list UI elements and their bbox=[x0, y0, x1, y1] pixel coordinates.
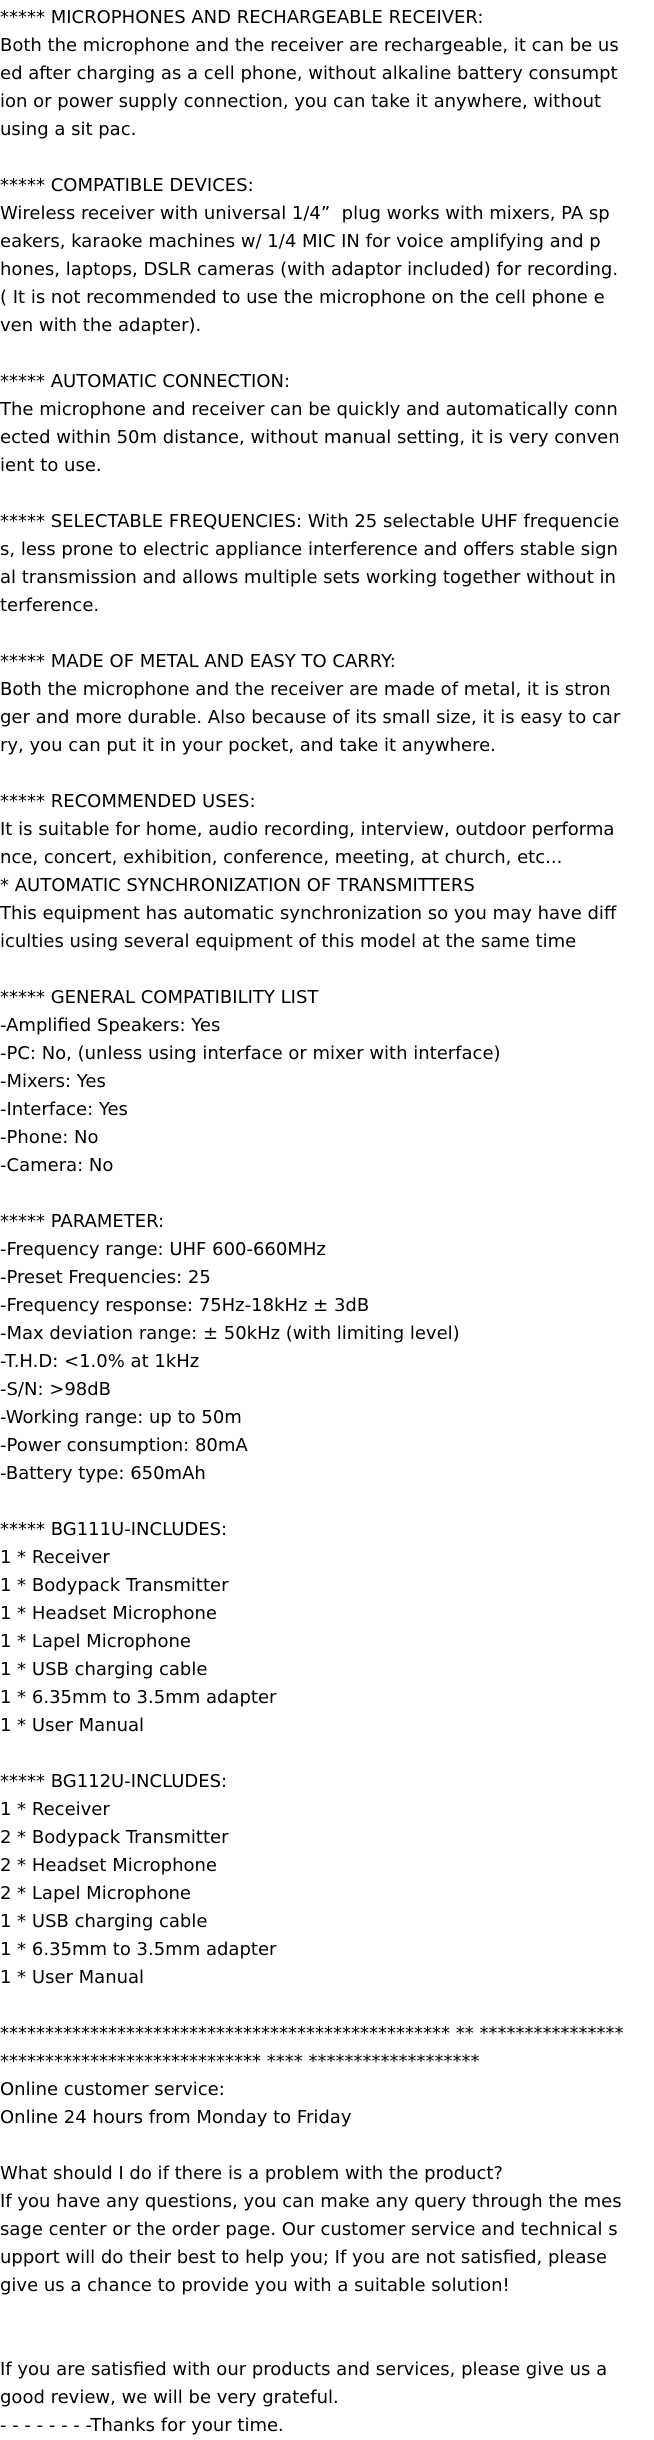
text-line: s, less prone to electric appliance interference and offers stable sign bbox=[0, 539, 618, 560]
text-line: ven with the adapter). bbox=[0, 315, 202, 336]
list-item: -Amplified Speakers: Yes bbox=[0, 1015, 221, 1036]
list-item: 1 * Receiver bbox=[0, 1547, 110, 1568]
text-line: eakers, karaoke machines w/ 1/4 MIC IN for voice amplifying and p bbox=[0, 231, 601, 252]
separator-line: ************************************************** ** **************** bbox=[0, 2023, 624, 2044]
list-item: 1 * USB charging cable bbox=[0, 1911, 208, 1932]
section-heading: ***** BG111U-INCLUDES: bbox=[0, 1519, 228, 1540]
text-line: If you are satisfied with our products and services, please give us a bbox=[0, 2359, 608, 2380]
blank-line bbox=[0, 760, 654, 788]
text-line: al transmission and allows multiple sets working together without in bbox=[0, 567, 616, 588]
list-item: 2 * Headset Microphone bbox=[0, 1855, 217, 1876]
list-item: -Mixers: Yes bbox=[0, 1071, 106, 1092]
section-heading: ***** SELECTABLE FREQUENCIES: With 25 selectable UHF frequencie bbox=[0, 511, 620, 532]
list-item: 1 * Lapel Microphone bbox=[0, 1631, 191, 1652]
list-item: -S/N: >98dB bbox=[0, 1379, 111, 1400]
text-line: Online customer service: bbox=[0, 2079, 225, 2100]
section-heading: ***** BG112U-INCLUDES: bbox=[0, 1771, 228, 1792]
text-line: Both the microphone and the receiver are made of metal, it is stron bbox=[0, 679, 611, 700]
blank-line bbox=[0, 1740, 654, 1768]
blank-line bbox=[0, 2132, 654, 2160]
section-heading: ***** GENERAL COMPATIBILITY LIST bbox=[0, 987, 319, 1008]
list-item: 1 * Receiver bbox=[0, 1799, 110, 1820]
text-line: * AUTOMATIC SYNCHRONIZATION OF TRANSMITTERS bbox=[0, 875, 475, 896]
text-line: upport will do their best to help you; If you are not satisfied, please bbox=[0, 2247, 607, 2268]
text-line: - - - - - - - -Thanks for your time. bbox=[0, 2415, 284, 2436]
blank-line bbox=[0, 1180, 654, 1208]
section-heading: ***** MADE OF METAL AND EASY TO CARRY: bbox=[0, 651, 396, 672]
text-line: Both the microphone and the receiver are rechargeable, it can be us bbox=[0, 35, 619, 56]
text-line: ected within 50m distance, without manual setting, it is very conven bbox=[0, 427, 620, 448]
list-item: -PC: No, (unless using interface or mixer with interface) bbox=[0, 1043, 501, 1064]
list-item: -Working range: up to 50m bbox=[0, 1407, 242, 1428]
blank-line bbox=[0, 1488, 654, 1516]
list-item: -Phone: No bbox=[0, 1127, 99, 1148]
blank-line bbox=[0, 2328, 654, 2356]
text-line: ger and more durable. Also because of its small size, it is easy to car bbox=[0, 707, 621, 728]
text-line: Online 24 hours from Monday to Friday bbox=[0, 2107, 352, 2128]
list-item: -T.H.D: <1.0% at 1kHz bbox=[0, 1351, 200, 1372]
list-item: 2 * Lapel Microphone bbox=[0, 1883, 191, 1904]
section-heading: ***** AUTOMATIC CONNECTION: bbox=[0, 371, 291, 392]
text-line: sage center or the order page. Our customer service and technical s bbox=[0, 2219, 618, 2240]
blank-line bbox=[0, 620, 654, 648]
list-item: 1 * User Manual bbox=[0, 1715, 145, 1736]
blank-line bbox=[0, 144, 654, 172]
text-line: ry, you can put it in your pocket, and take it anywhere. bbox=[0, 735, 496, 756]
list-item: -Power consumption: 80mA bbox=[0, 1435, 248, 1456]
list-item: -Frequency range: UHF 600-660MHz bbox=[0, 1239, 326, 1260]
section-heading: ***** MICROPHONES AND RECHARGEABLE RECEIVER: bbox=[0, 7, 484, 28]
blank-line bbox=[0, 480, 654, 508]
list-item: 1 * USB charging cable bbox=[0, 1659, 208, 1680]
blank-line bbox=[0, 2300, 654, 2328]
blank-line bbox=[0, 956, 654, 984]
separator-line: ***************************** **** ******************* bbox=[0, 2051, 480, 2072]
text-line: give us a chance to provide you with a suitable solution! bbox=[0, 2275, 510, 2296]
list-item: 1 * 6.35mm to 3.5mm adapter bbox=[0, 1939, 277, 1960]
list-item: 1 * Bodypack Transmitter bbox=[0, 1575, 229, 1596]
text-line: What should I do if there is a problem with the product? bbox=[0, 2163, 503, 2184]
text-line: It is suitable for home, audio recording, interview, outdoor performa bbox=[0, 819, 615, 840]
list-item: 1 * 6.35mm to 3.5mm adapter bbox=[0, 1687, 277, 1708]
list-item: 2 * Bodypack Transmitter bbox=[0, 1827, 229, 1848]
list-item: -Preset Frequencies: 25 bbox=[0, 1267, 211, 1288]
text-line: ient to use. bbox=[0, 455, 102, 476]
list-item: 1 * Headset Microphone bbox=[0, 1603, 217, 1624]
text-line: iculties using several equipment of this model at the same time bbox=[0, 931, 577, 952]
text-line: If you have any questions, you can make any query through the mes bbox=[0, 2191, 622, 2212]
text-line: ed after charging as a cell phone, without alkaline battery consumpt bbox=[0, 63, 618, 84]
text-line: nce, concert, exhibition, conference, meeting, at church, etc... bbox=[0, 847, 563, 868]
text-line: terference. bbox=[0, 595, 100, 616]
text-line: ( It is not recommended to use the microphone on the cell phone e bbox=[0, 287, 605, 308]
text-line: good review, we will be very grateful. bbox=[0, 2387, 339, 2408]
text-line: ion or power supply connection, you can take it anywhere, without bbox=[0, 91, 602, 112]
list-item: 1 * User Manual bbox=[0, 1967, 145, 1988]
section-heading: ***** COMPATIBLE DEVICES: bbox=[0, 175, 254, 196]
blank-line bbox=[0, 1992, 654, 2020]
text-line: using a sit pac. bbox=[0, 119, 137, 140]
list-item: -Camera: No bbox=[0, 1155, 114, 1176]
list-item: -Battery type: 650mAh bbox=[0, 1463, 206, 1484]
list-item: -Interface: Yes bbox=[0, 1099, 128, 1120]
text-line: The microphone and receiver can be quickly and automatically conn bbox=[0, 399, 618, 420]
text-line: hones, laptops, DSLR cameras (with adaptor included) for recording. bbox=[0, 259, 619, 280]
blank-line bbox=[0, 340, 654, 368]
list-item: -Max deviation range: ± 50kHz (with limiting level) bbox=[0, 1323, 460, 1344]
text-line: Wireless receiver with universal 1/4” plug works with mixers, PA sp bbox=[0, 203, 610, 224]
list-item: -Frequency response: 75Hz-18kHz ± 3dB bbox=[0, 1295, 370, 1316]
section-heading: ***** RECOMMENDED USES: bbox=[0, 791, 256, 812]
text-line: This equipment has automatic synchronization so you may have diff bbox=[0, 903, 617, 924]
section-heading: ***** PARAMETER: bbox=[0, 1211, 165, 1232]
